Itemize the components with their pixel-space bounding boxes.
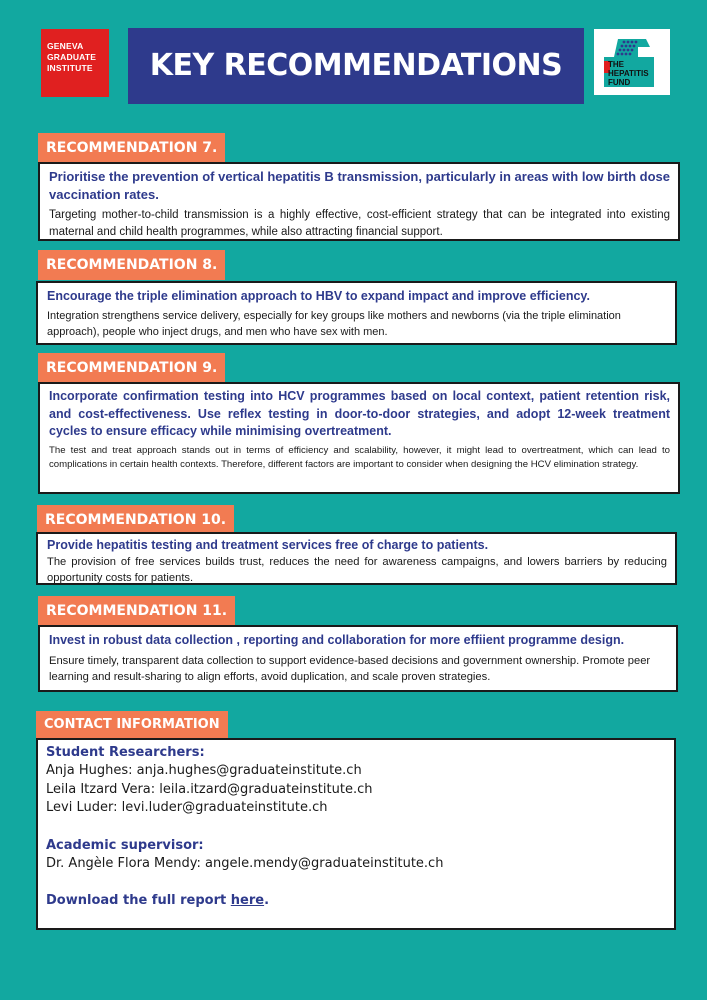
recommendation-7-box <box>38 162 680 241</box>
recommendation-8-heading: Encourage the triple elimination approach to HBV to expand impact and improve efficiency. <box>47 289 590 303</box>
recommendation-7-body: Targeting mother-to-child transmission is a highly effective, cost-efficient strategy that can be integrated into existing maternal and child health programmes, while also attracting financial support. <box>49 209 670 238</box>
recommendation-10-heading: Provide hepatitis testing and treatment services free of charge to patients. <box>47 538 489 552</box>
logo-line: INSTITUTE <box>47 63 93 73</box>
recommendation-10-body: The provision of free services builds trust, reduces the need for awareness campaigns, and lowers barriers by reducing opportunity costs for patients. <box>47 556 667 584</box>
recommendation-11-label: RECOMMENDATION 11. <box>38 596 235 626</box>
geneva-graduate-institute-logo <box>41 29 109 97</box>
recommendation-9-box <box>38 382 680 494</box>
recommendation-10-label: RECOMMENDATION 10. <box>37 505 234 535</box>
recommendation-7-label: RECOMMENDATION 7. <box>38 133 225 163</box>
download-report-end: . <box>264 893 270 908</box>
logo-line: GRADUATE <box>47 52 97 62</box>
student-researchers-heading: Student Researchers: <box>46 745 205 760</box>
supervisor-contact: Dr. Angèle Flora Mendy: angele.mendy@graduateinstitute.ch <box>46 855 444 871</box>
recommendation-9-heading: Incorporate confirmation testing into HCV programmes based on local context, patient retention risk, and cost-effectiveness. Use reflex testing in door-to-door strategies, and adopt 12-week treatment cycles to ensure efficacy while minimising overtreatment. <box>49 389 670 438</box>
recommendation-7-heading: Prioritise the prevention of vertical hepatitis B transmission, particularly in areas with low birth dose vaccination rates. <box>49 169 670 202</box>
logo-line: HEPATITIS <box>608 69 649 78</box>
academic-supervisor-heading: Academic supervisor: <box>46 837 204 853</box>
researcher-contact: Leila Itzard Vera: leila.itzard@graduateinstitute.ch <box>46 781 373 797</box>
logo-line: GENEVA <box>47 41 84 51</box>
contact-information-label: CONTACT INFORMATION <box>36 711 228 739</box>
recommendation-9-body: The test and treat approach stands out in terms of efficiency and scalability, however, it might lead to overtreatment, which can lead to complications in certain health contexts. Therefore, different factors are important to consider when designing the HCV elimination strategy. <box>49 444 670 470</box>
recommendation-9-label: RECOMMENDATION 9. <box>38 353 225 383</box>
download-report-line <box>46 892 666 910</box>
download-report-text: Download the full report <box>46 893 231 908</box>
download-report-link[interactable]: here <box>230 893 265 908</box>
recommendation-11-heading: Invest in robust data collection , reporting and collaboration for more effiient programme design. <box>49 633 625 647</box>
recommendation-8-body: Integration strengthens service delivery, especially for key groups like mothers and newborns (via the triple elimination approach), people who inject drugs, and men who have sex with men. <box>47 310 621 338</box>
contact-information-box <box>36 738 676 930</box>
recommendation-8-label: RECOMMENDATION 8. <box>38 250 225 280</box>
hepatitis-fund-logo <box>594 29 670 95</box>
recommendation-11-box <box>38 625 678 692</box>
recommendation-11-body: Ensure timely, transparent data collection to support evidence-based decisions and government ownership. Promote peer learning and result-sharing to align efforts, avoid duplication, and scale proven strategies. <box>49 655 651 683</box>
recommendation-10-box <box>36 532 677 585</box>
researcher-contact: Anja Hughes: anja.hughes@graduateinstitute.ch <box>46 763 362 778</box>
logo-line: THE <box>608 60 624 69</box>
page-title: KEY RECOMMENDATIONS <box>128 28 584 104</box>
recommendation-8-box <box>36 281 677 345</box>
hepatitis-fund-logo-text <box>608 60 649 87</box>
researcher-contact: Levi Luder: levi.luder@graduateinstitute.ch <box>46 800 328 815</box>
logo-line: FUND <box>608 78 631 87</box>
